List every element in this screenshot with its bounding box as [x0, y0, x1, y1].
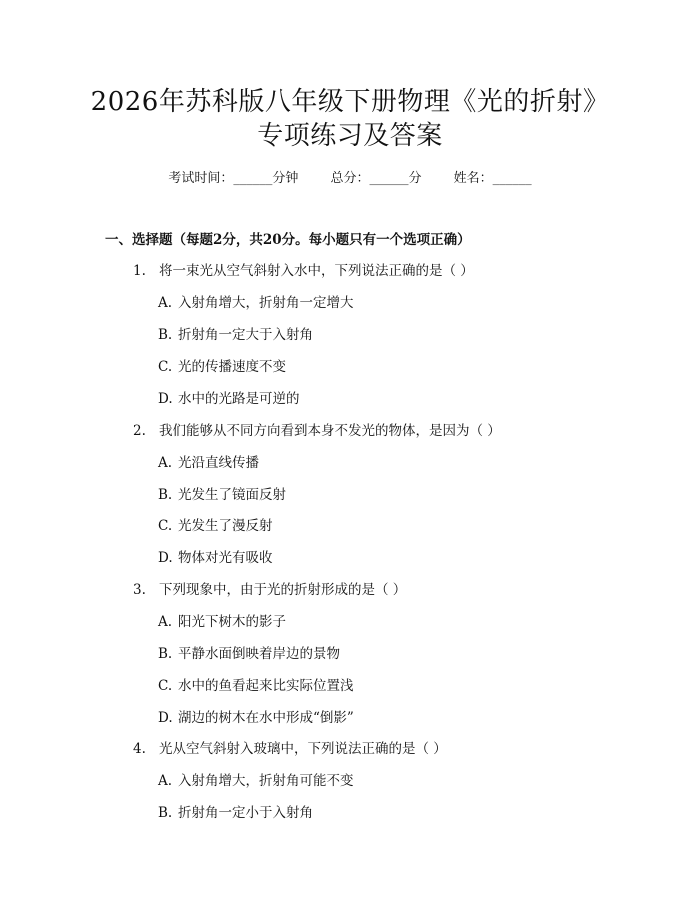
question-3-option-b [158, 644, 340, 664]
option-letter: B. [158, 646, 173, 662]
option-text: 入射角增大，折射角可能不变 [178, 773, 354, 789]
option-text: 物体对光有吸收 [178, 550, 273, 566]
option-letter: C. [158, 359, 173, 375]
question-number: 2. [133, 423, 146, 439]
option-text: 光发生了镜面反射 [178, 487, 286, 503]
option-letter: B. [158, 805, 173, 821]
option-letter: C. [158, 678, 173, 694]
option-letter: B. [158, 487, 173, 503]
option-letter: A. [158, 295, 173, 311]
question-text: 我们能够从不同方向看到本身不发光的物体，是因为（ ） [159, 423, 501, 439]
option-letter: D. [158, 550, 173, 566]
question-2-option-d [158, 548, 273, 568]
option-text: 平静水面倒映着岸边的景物 [178, 646, 340, 662]
option-text: 折射角一定大于入射角 [178, 327, 313, 343]
question-1-option-a [158, 293, 354, 313]
option-letter: D. [158, 391, 173, 407]
question-number: 1. [133, 263, 146, 279]
option-text: 光沿直线传播 [178, 455, 259, 471]
question-1-option-b [158, 325, 313, 345]
question-2-option-c [158, 516, 273, 536]
question-text: 光从空气斜射入玻璃中，下列说法正确的是（ ） [159, 741, 447, 757]
option-letter: A. [158, 455, 173, 471]
question-number: 3. [133, 582, 146, 598]
option-letter: A. [158, 614, 173, 630]
option-letter: D. [158, 710, 173, 726]
question-4-option-a [158, 771, 354, 791]
option-text: 入射角增大，折射角一定增大 [178, 295, 354, 311]
question-2 [133, 421, 501, 441]
question-1-option-c [158, 357, 286, 377]
question-number: 4. [133, 741, 146, 757]
option-letter: C. [158, 518, 173, 534]
document-title-line-2: 专项练习及答案 [257, 121, 443, 151]
question-1 [133, 261, 474, 281]
option-letter: A. [158, 773, 173, 789]
question-text: 下列现象中，由于光的折射形成的是（ ） [159, 582, 407, 598]
question-4-option-b [158, 803, 313, 823]
question-2-option-a [158, 453, 259, 473]
section-heading-multiple-choice: 一、选择题（每题2分，共20分。每小题只有一个选项正确） [105, 232, 471, 248]
exam-time-field: 考试时间：______分钟 [168, 171, 299, 186]
question-4 [133, 739, 447, 759]
question-text: 将一束光从空气斜射入水中，下列说法正确的是（ ） [159, 263, 474, 279]
option-text: 水中的鱼看起来比实际位置浅 [178, 678, 354, 694]
option-text: 阳光下树木的影子 [178, 614, 286, 630]
option-text: 湖边的树木在水中形成“倒影” [178, 710, 354, 726]
option-letter: B. [158, 327, 173, 343]
option-text: 光的传播速度不变 [178, 359, 286, 375]
student-name-field: 姓名：______ [453, 171, 532, 186]
option-text: 水中的光路是可逆的 [178, 391, 300, 407]
option-text: 折射角一定小于入射角 [178, 805, 313, 821]
question-2-option-b [158, 485, 286, 505]
exam-info-row [0, 170, 700, 188]
option-text: 光发生了漫反射 [178, 518, 273, 534]
total-score-field: 总分：______分 [330, 171, 422, 186]
question-1-option-d [158, 389, 300, 409]
document-title-line-1: 2026年苏科版八年级下册物理《光的折射》 [90, 87, 610, 117]
question-3-option-a [158, 612, 286, 632]
question-3-option-d [158, 708, 354, 728]
question-3 [133, 580, 406, 600]
question-3-option-c [158, 676, 354, 696]
